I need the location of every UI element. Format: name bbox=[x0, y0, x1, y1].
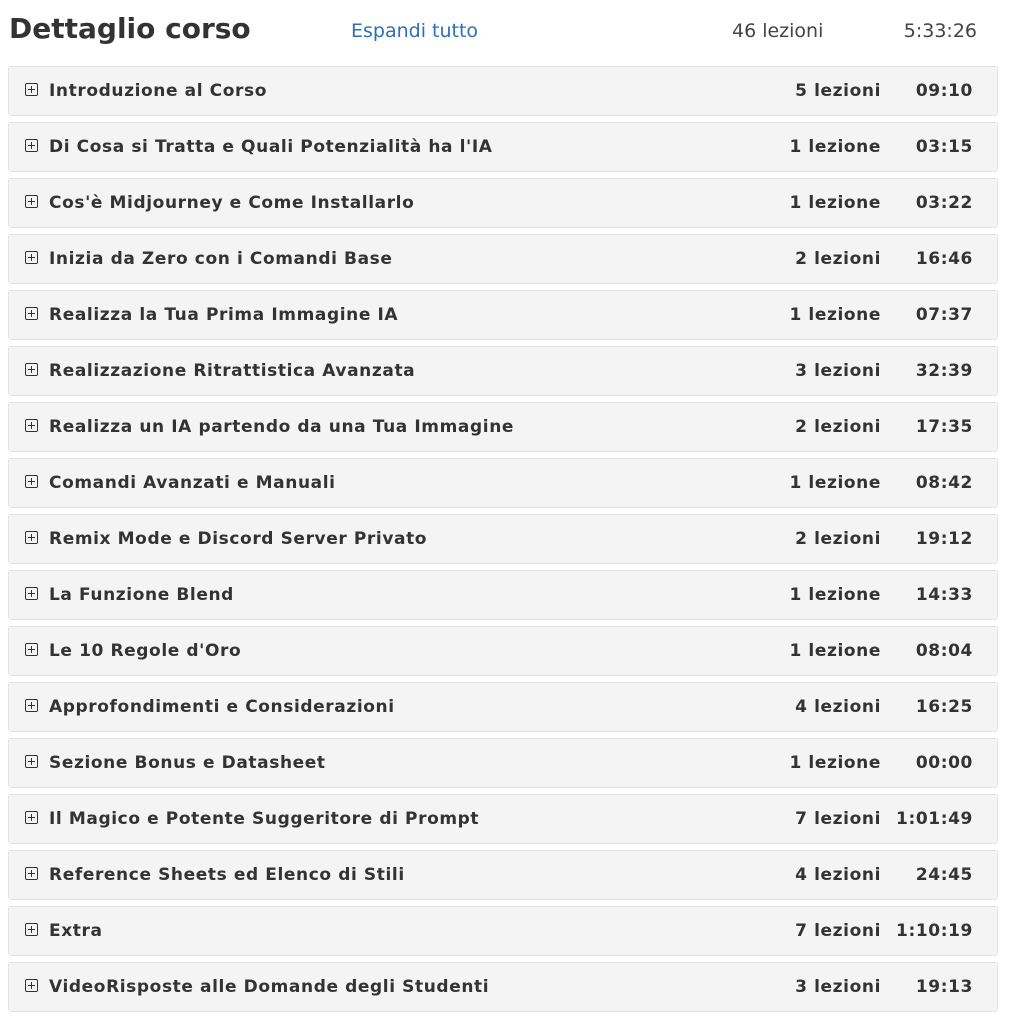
section-row[interactable] bbox=[8, 346, 998, 396]
section-row[interactable] bbox=[8, 66, 998, 116]
section-row[interactable] bbox=[8, 850, 998, 900]
course-sections-list bbox=[8, 66, 998, 1018]
section-duration: 08:04 bbox=[915, 641, 973, 661]
plus-square-icon bbox=[25, 195, 38, 208]
section-duration: 09:10 bbox=[915, 81, 973, 101]
section-duration: 16:25 bbox=[915, 697, 973, 717]
section-title: Il Magico e Potente Suggeritore di Prompt bbox=[49, 809, 480, 829]
section-row[interactable] bbox=[8, 906, 998, 956]
plus-square-icon bbox=[25, 251, 38, 264]
section-lesson-count: 7 lezioni bbox=[795, 809, 881, 829]
plus-square-icon bbox=[25, 587, 38, 600]
section-title: Sezione Bonus e Datasheet bbox=[49, 753, 326, 773]
section-lesson-count: 1 lezione bbox=[789, 753, 881, 773]
section-duration: 07:37 bbox=[915, 305, 973, 325]
section-lesson-count: 1 lezione bbox=[789, 641, 881, 661]
section-lesson-count: 2 lezioni bbox=[795, 417, 881, 437]
plus-square-icon bbox=[25, 923, 38, 936]
section-lesson-count: 2 lezioni bbox=[795, 529, 881, 549]
section-row[interactable] bbox=[8, 738, 998, 788]
section-duration: 00:00 bbox=[915, 753, 973, 773]
plus-square-icon bbox=[25, 83, 38, 96]
section-row[interactable] bbox=[8, 626, 998, 676]
section-lesson-count: 3 lezioni bbox=[795, 361, 881, 381]
section-title: VideoRisposte alle Domande degli Studenti bbox=[49, 977, 490, 997]
section-duration: 1:01:49 bbox=[896, 809, 973, 829]
section-duration: 08:42 bbox=[915, 473, 973, 493]
plus-square-icon bbox=[25, 643, 38, 656]
plus-square-icon bbox=[25, 811, 38, 824]
total-lessons-count: 46 lezioni bbox=[732, 20, 824, 42]
section-row[interactable] bbox=[8, 290, 998, 340]
section-title: Reference Sheets ed Elenco di Stili bbox=[49, 865, 405, 885]
section-duration: 1:10:19 bbox=[896, 921, 973, 941]
section-row[interactable] bbox=[8, 458, 998, 508]
section-duration: 17:35 bbox=[915, 417, 973, 437]
section-lesson-count: 5 lezioni bbox=[795, 81, 881, 101]
section-title: Comandi Avanzati e Manuali bbox=[49, 473, 336, 493]
section-lesson-count: 7 lezioni bbox=[795, 921, 881, 941]
plus-square-icon bbox=[25, 979, 38, 992]
section-lesson-count: 2 lezioni bbox=[795, 249, 881, 269]
section-row[interactable] bbox=[8, 402, 998, 452]
section-title: Di Cosa si Tratta e Quali Potenzialità ha l'IA bbox=[49, 137, 493, 157]
section-duration: 03:22 bbox=[915, 193, 973, 213]
section-lesson-count: 1 lezione bbox=[789, 193, 881, 213]
section-title: Realizza un IA partendo da una Tua Immagine bbox=[49, 417, 515, 437]
section-row[interactable] bbox=[8, 122, 998, 172]
section-lesson-count: 4 lezioni bbox=[795, 697, 881, 717]
expand-all-link[interactable]: Espandi tutto bbox=[351, 20, 479, 42]
section-title: La Funzione Blend bbox=[49, 585, 234, 605]
section-lesson-count: 1 lezione bbox=[789, 137, 881, 157]
section-duration: 14:33 bbox=[915, 585, 973, 605]
section-title: Extra bbox=[49, 921, 103, 941]
plus-square-icon bbox=[25, 475, 38, 488]
plus-square-icon bbox=[25, 307, 38, 320]
section-title: Remix Mode e Discord Server Privato bbox=[49, 529, 428, 549]
section-duration: 24:45 bbox=[915, 865, 973, 885]
plus-square-icon bbox=[25, 755, 38, 768]
section-row[interactable] bbox=[8, 962, 998, 1012]
section-duration: 03:15 bbox=[915, 137, 973, 157]
section-lesson-count: 1 lezione bbox=[789, 585, 881, 605]
section-title: Approfondimenti e Considerazioni bbox=[49, 697, 395, 717]
section-duration: 19:12 bbox=[915, 529, 973, 549]
section-lesson-count: 1 lezione bbox=[789, 473, 881, 493]
section-title: Cos'è Midjourney e Come Installarlo bbox=[49, 193, 415, 213]
section-row[interactable] bbox=[8, 794, 998, 844]
section-row[interactable] bbox=[8, 514, 998, 564]
section-title: Introduzione al Corso bbox=[49, 81, 267, 101]
section-row[interactable] bbox=[8, 682, 998, 732]
section-row[interactable] bbox=[8, 178, 998, 228]
section-title: Le 10 Regole d'Oro bbox=[49, 641, 242, 661]
plus-square-icon bbox=[25, 531, 38, 544]
section-title: Realizza la Tua Prima Immagine IA bbox=[49, 305, 399, 325]
section-duration: 19:13 bbox=[915, 977, 973, 997]
plus-square-icon bbox=[25, 139, 38, 152]
course-detail-header bbox=[0, 0, 1011, 62]
plus-square-icon bbox=[25, 867, 38, 880]
plus-square-icon bbox=[25, 363, 38, 376]
section-duration: 16:46 bbox=[915, 249, 973, 269]
section-lesson-count: 3 lezioni bbox=[795, 977, 881, 997]
section-lesson-count: 4 lezioni bbox=[795, 865, 881, 885]
section-lesson-count: 1 lezione bbox=[789, 305, 881, 325]
plus-square-icon bbox=[25, 419, 38, 432]
section-row[interactable] bbox=[8, 234, 998, 284]
total-duration: 5:33:26 bbox=[903, 20, 977, 42]
section-row[interactable] bbox=[8, 570, 998, 620]
section-duration: 32:39 bbox=[915, 361, 973, 381]
section-title: Realizzazione Ritrattistica Avanzata bbox=[49, 361, 416, 381]
section-title: Inizia da Zero con i Comandi Base bbox=[49, 249, 393, 269]
plus-square-icon bbox=[25, 699, 38, 712]
page-title: Dettaglio corso bbox=[9, 12, 251, 45]
